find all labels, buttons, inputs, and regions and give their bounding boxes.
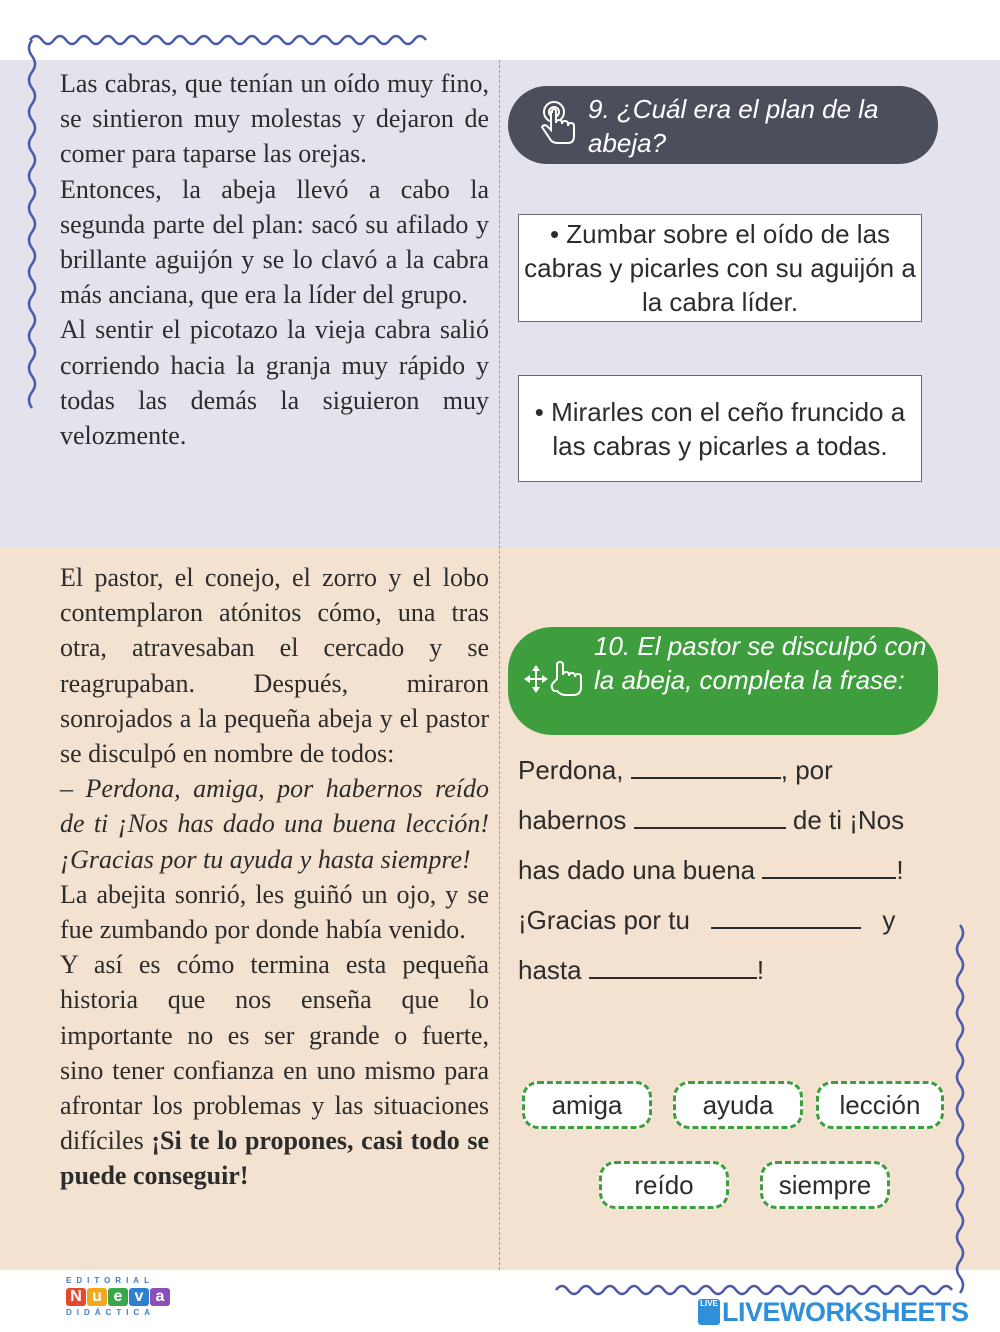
sentence-text: y [875,905,896,935]
publisher-logo [66,1276,176,1324]
story-moral-bold: ¡Si te lo propones, casi todo se puede conseguir! [60,1126,490,1191]
story-paragraph: La abejita sonrió, les guiñó un ojo, y se fue zumbando por donde había venido. [60,879,489,945]
answer-option-label: • Mirarles con el ceño fruncido a las cabras y picarles a todas. [534,396,906,461]
publisher-logo-bottom: DIDÁCTICA [66,1308,155,1317]
word-chip-label: siempre [778,1169,872,1200]
answer-option-b[interactable] [518,375,922,482]
sentence-line-2 [518,804,938,836]
question-9-text: 9. ¿Cuál era el plan de la abeja? [588,94,879,158]
word-chip-ayuda[interactable] [673,1081,803,1129]
sentence-text: has dado una buena [518,855,763,885]
sentence-text: habernos [518,805,634,835]
logo-letter: v [129,1288,149,1306]
answer-option-label: • Zumbar sobre el oído de las cabras y picarles con su aguijón a la cabra líder. [524,219,916,317]
sentence-text: ¡Gracias por tu [518,905,698,935]
brand-name: LIVEWORKSHEETS [722,1296,969,1327]
blank-field-5[interactable] [589,955,757,979]
word-chip-label: lección [839,1089,921,1120]
sentence-text: de ti ¡Nos [785,805,905,835]
publisher-logo-word [66,1288,176,1306]
blank-field-3[interactable] [762,855,896,879]
sentence-text: ! [896,855,904,885]
liveworksheets-badge-icon: LIVE [698,1299,720,1325]
sentence-text: Perdona, [518,755,631,785]
story-paragraph: El pastor, el conejo, el zorro y el lobo contemplaron atónitos cómo, una tras otra, atravesaban el cercado y se reagrupaban. Después, miraron sonrojados a la pequeña abeja y el pastor se disculpó en nombre de todos: [60,563,489,769]
sentence-text: ! [756,955,765,985]
question-10-text: 10. El pastor se disculpó con la abeja, completa la frase: [594,631,927,695]
answer-option-a[interactable] [518,214,922,322]
logo-letter: u [87,1288,107,1306]
story-paragraph [60,947,489,1193]
story-moral: Y así es cómo termina esta pequeña historia que nos enseña que lo importante no es ser grande o fuerte, sino tener confianza en uno mismo para afrontar los problemas y las situaciones difíciles [60,950,489,1156]
word-chip-leccion[interactable] [816,1081,944,1129]
word-chip-reido[interactable] [599,1161,729,1209]
logo-letter: N [66,1288,86,1306]
word-chip-amiga[interactable] [522,1081,652,1129]
tap-hand-icon [538,100,580,154]
blank-field-1[interactable] [631,755,781,779]
sentence-text: hasta [518,955,589,985]
story-paragraph: Entonces, la abeja llevó a cabo la segunda parte del plan: sacó su afilado y brillante aguijón y se lo clavó a la cabra más anciana, que era la líder del grupo. [60,174,489,310]
question-10-header [508,627,938,735]
story-text-bottom [60,560,489,1194]
sentence-text: , por [780,755,833,785]
blank-field-4[interactable] [711,905,861,929]
story-text-top [60,66,489,453]
sentence-line-3 [518,854,938,886]
publisher-logo-top: EDITORIAL [66,1276,154,1285]
liveworksheets-brand [698,1296,994,1328]
logo-letter: e [108,1288,128,1306]
logo-letter: a [150,1288,170,1306]
sentence-line-4 [518,904,938,936]
story-paragraph: Al sentir el picotazo la vieja cabra salió corriendo hacia la granja muy rápido y todas las demás la siguieron muy velozmente. [60,315,489,451]
word-chip-siempre[interactable] [760,1161,890,1209]
story-paragraph: Las cabras, que tenían un oído muy fino, se sintieron muy molestas y dejaron de comer para taparse las orejas. [60,69,489,169]
drag-hand-icon [524,661,588,709]
story-quote: – Perdona, amiga, por habernos reído de ti ¡Nos has dado una buena lección! ¡Gracias por tu ayuda y hasta siempre! [60,774,489,874]
blank-field-2[interactable] [634,805,786,829]
word-chip-label: ayuda [702,1089,774,1120]
word-chip-label: reído [634,1169,694,1200]
sentence-line-1 [518,754,938,786]
word-chip-label: amiga [551,1089,623,1120]
sentence-line-5 [518,954,938,986]
question-9-header [508,86,938,164]
